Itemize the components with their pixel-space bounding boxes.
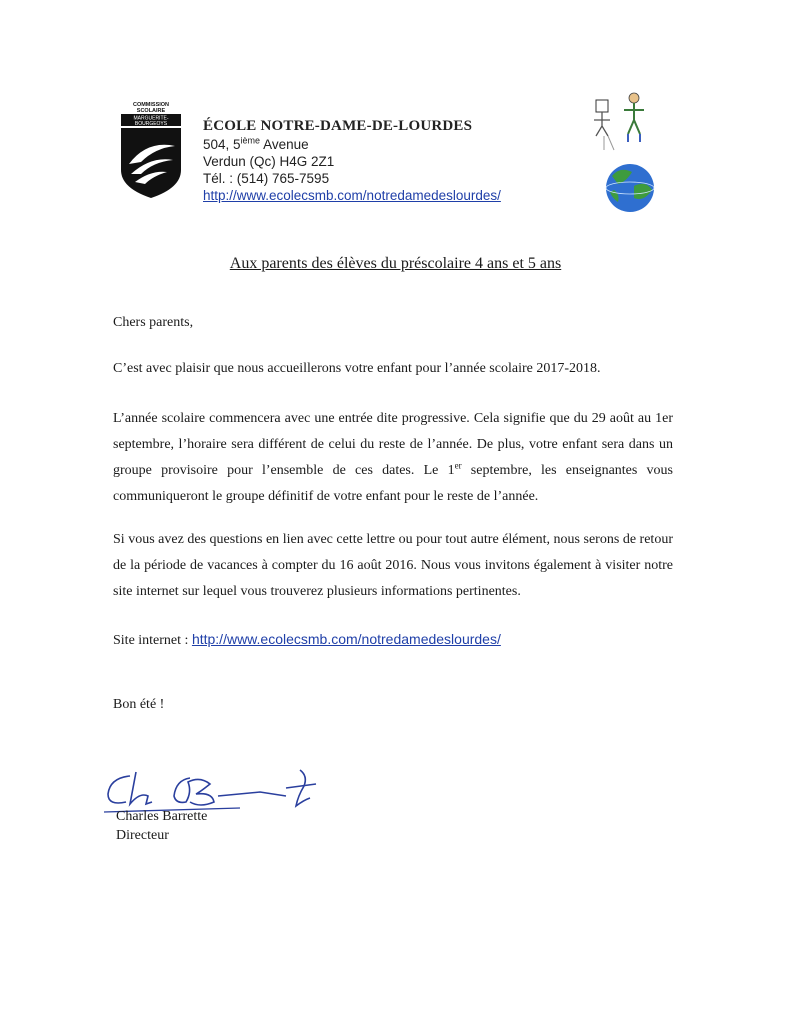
school-name: ÉCOLE NOTRE-DAME-DE-LOURDES [203, 118, 473, 134]
greeting: Chers parents, [113, 315, 194, 330]
website-label: Site internet : [113, 633, 192, 648]
address-number: 504, 5 [203, 137, 241, 152]
letter-heading: Aux parents des élèves du préscolaire 4 ans et 5 ans [229, 255, 562, 272]
website-line [113, 626, 673, 654]
school-city: Verdun (Qc) H4G 2Z1 [203, 154, 335, 169]
school-address [203, 136, 501, 153]
signer-block [116, 807, 207, 845]
paragraph-questions: Si vous avez des questions en lien avec cette lettre ou pour tout autre élément, nous serons de retour de la période de vacances à compter du 16 août 2016. Nous vous invitons également à visiter notre site internet sur lequel vous trouverez plusieurs informations pertinentes. [113, 532, 673, 599]
closing: Bon été ! [113, 697, 165, 712]
address-street: Avenue [260, 137, 309, 152]
paragraph-schedule-text-b: septembre, les enseignantes vous communiqueront le groupe définitif de votre enfant pour le reste de l’année. [113, 463, 673, 504]
logo-text-line-2: SCOLAIRE [136, 108, 166, 114]
logo-text-line-3: MARGUERITE- [133, 115, 169, 122]
paragraph-schedule [113, 406, 673, 510]
logo-text-line-4: BOURGEOYS [134, 121, 168, 127]
signer-title: Directeur [116, 828, 169, 843]
paragraph-intro: C’est avec plaisir que nous accueillerons votre enfant pour l’année scolaire 2017-2018. [113, 361, 601, 376]
paragraph-schedule-superscript: er [454, 460, 462, 471]
school-website-link[interactable]: http://www.ecolecsmb.com/notredamedeslourdes/ [203, 188, 501, 203]
signer-name: Charles Barrette [116, 809, 208, 824]
commission-scolaire-logo [117, 100, 185, 200]
logo-text-line-1: COMMISSION [132, 102, 170, 108]
school-phone: Tél. : (514) 765-7595 [203, 171, 330, 186]
paragraph-schedule-text-a: L’année scolaire commencera avec une entrée dite progressive. Cela signifie que du 29 août au 1er septembre, l’horaire sera différent de celui du reste de l’année. De plus, votre enfant sera dans un groupe provisoire pour l’ensemble de ces dates. Le 1 [113, 411, 673, 478]
globe-illustration [584, 90, 676, 214]
address-superscript: ième [240, 135, 261, 146]
website-link[interactable]: http://www.ecolecsmb.com/notredamedeslourdes/ [191, 631, 501, 647]
school-info [203, 118, 501, 204]
